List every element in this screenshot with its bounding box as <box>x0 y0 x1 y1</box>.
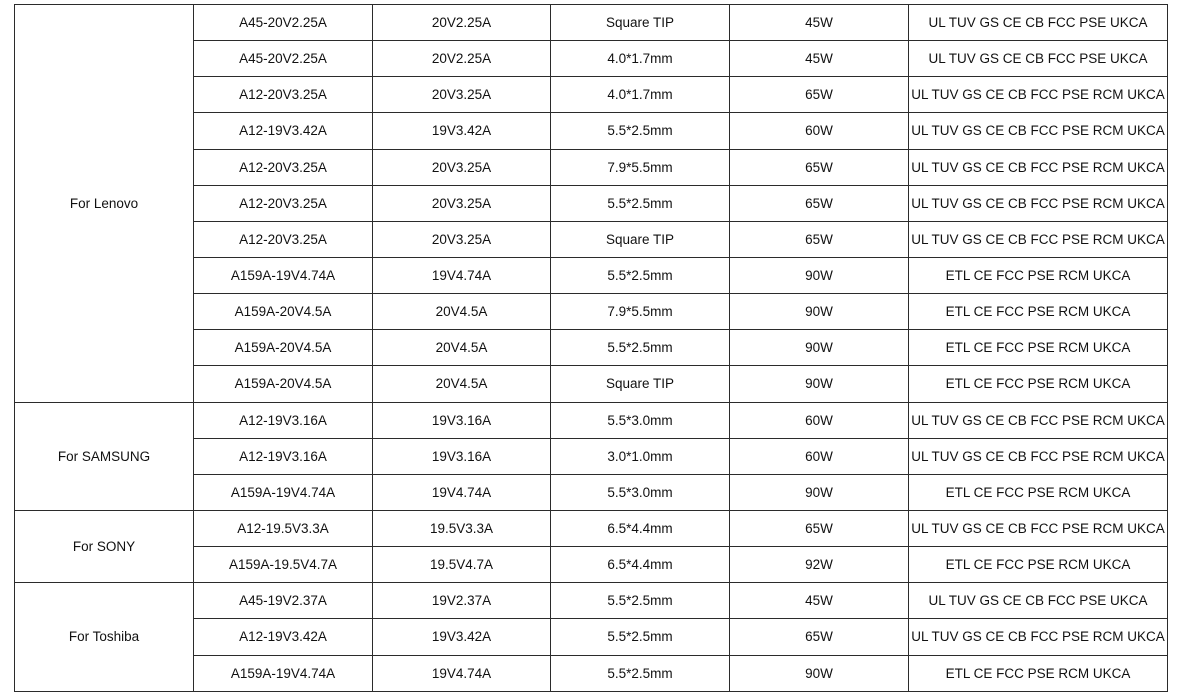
tip-size-cell: 5.5*2.5mm <box>551 257 730 293</box>
output-cell: 20V4.5A <box>373 294 551 330</box>
tip-size-cell: 5.5*3.0mm <box>551 474 730 510</box>
tip-size-cell: 5.5*2.5mm <box>551 330 730 366</box>
output-cell: 19.5V4.7A <box>373 547 551 583</box>
brand-cell: For SONY <box>15 510 194 582</box>
output-cell: 19V3.16A <box>373 438 551 474</box>
model-cell: A12-20V3.25A <box>194 185 373 221</box>
output-cell: 20V4.5A <box>373 366 551 402</box>
certification-cell: ETL CE FCC PSE RCM UKCA <box>909 330 1168 366</box>
certification-cell: ETL CE FCC PSE RCM UKCA <box>909 257 1168 293</box>
model-cell: A159A-19V4.74A <box>194 474 373 510</box>
output-cell: 19V4.74A <box>373 655 551 691</box>
power-cell: 90W <box>730 655 909 691</box>
model-cell: A12-19V3.16A <box>194 402 373 438</box>
tip-size-cell: 5.5*2.5mm <box>551 113 730 149</box>
power-cell: 65W <box>730 510 909 546</box>
output-cell: 20V2.25A <box>373 41 551 77</box>
certification-cell: UL TUV GS CE CB FCC PSE UKCA <box>909 41 1168 77</box>
certification-cell: UL TUV GS CE CB FCC PSE RCM UKCA <box>909 510 1168 546</box>
brand-cell: For SAMSUNG <box>15 402 194 510</box>
tip-size-cell: 5.5*2.5mm <box>551 185 730 221</box>
model-cell: A159A-20V4.5A <box>194 330 373 366</box>
power-cell: 60W <box>730 438 909 474</box>
certification-cell: UL TUV GS CE CB FCC PSE RCM UKCA <box>909 77 1168 113</box>
model-cell: A12-20V3.25A <box>194 221 373 257</box>
certification-cell: UL TUV GS CE CB FCC PSE UKCA <box>909 5 1168 41</box>
output-cell: 20V3.25A <box>373 221 551 257</box>
certification-cell: UL TUV GS CE CB FCC PSE RCM UKCA <box>909 619 1168 655</box>
power-cell: 90W <box>730 257 909 293</box>
output-cell: 19V3.42A <box>373 113 551 149</box>
certification-cell: UL TUV GS CE CB FCC PSE UKCA <box>909 583 1168 619</box>
power-cell: 90W <box>730 294 909 330</box>
model-cell: A12-19.5V3.3A <box>194 510 373 546</box>
tip-size-cell: 6.5*4.4mm <box>551 510 730 546</box>
table-row <box>15 583 1168 619</box>
power-cell: 65W <box>730 221 909 257</box>
tip-size-cell: 5.5*3.0mm <box>551 402 730 438</box>
tip-size-cell: Square TIP <box>551 221 730 257</box>
certification-cell: ETL CE FCC PSE RCM UKCA <box>909 294 1168 330</box>
output-cell: 19V4.74A <box>373 474 551 510</box>
table-row <box>15 510 1168 546</box>
model-cell: A12-19V3.16A <box>194 438 373 474</box>
tip-size-cell: Square TIP <box>551 5 730 41</box>
tip-size-cell: 7.9*5.5mm <box>551 149 730 185</box>
brand-cell: For Toshiba <box>15 583 194 691</box>
output-cell: 19V3.16A <box>373 402 551 438</box>
tip-size-cell: Square TIP <box>551 366 730 402</box>
tip-size-cell: 3.0*1.0mm <box>551 438 730 474</box>
certification-cell: ETL CE FCC PSE RCM UKCA <box>909 366 1168 402</box>
power-cell: 45W <box>730 583 909 619</box>
output-cell: 19V3.42A <box>373 619 551 655</box>
output-cell: 19V2.37A <box>373 583 551 619</box>
brand-cell: For Lenovo <box>15 5 194 403</box>
spec-table-body <box>15 5 1168 692</box>
table-row <box>15 402 1168 438</box>
certification-cell: UL TUV GS CE CB FCC PSE RCM UKCA <box>909 185 1168 221</box>
model-cell: A159A-20V4.5A <box>194 294 373 330</box>
model-cell: A45-20V2.25A <box>194 5 373 41</box>
model-cell: A159A-19V4.74A <box>194 655 373 691</box>
output-cell: 20V3.25A <box>373 185 551 221</box>
power-cell: 90W <box>730 330 909 366</box>
output-cell: 20V3.25A <box>373 149 551 185</box>
power-cell: 65W <box>730 77 909 113</box>
tip-size-cell: 7.9*5.5mm <box>551 294 730 330</box>
power-cell: 92W <box>730 547 909 583</box>
power-cell: 65W <box>730 185 909 221</box>
model-cell: A159A-19V4.74A <box>194 257 373 293</box>
output-cell: 19V4.74A <box>373 257 551 293</box>
model-cell: A12-19V3.42A <box>194 113 373 149</box>
tip-size-cell: 6.5*4.4mm <box>551 547 730 583</box>
table-row <box>15 5 1168 41</box>
output-cell: 19.5V3.3A <box>373 510 551 546</box>
model-cell: A45-20V2.25A <box>194 41 373 77</box>
model-cell: A159A-20V4.5A <box>194 366 373 402</box>
output-cell: 20V3.25A <box>373 77 551 113</box>
model-cell: A12-20V3.25A <box>194 149 373 185</box>
tip-size-cell: 5.5*2.5mm <box>551 619 730 655</box>
tip-size-cell: 4.0*1.7mm <box>551 41 730 77</box>
certification-cell: ETL CE FCC PSE RCM UKCA <box>909 474 1168 510</box>
certification-cell: UL TUV GS CE CB FCC PSE RCM UKCA <box>909 438 1168 474</box>
power-cell: 60W <box>730 402 909 438</box>
certification-cell: ETL CE FCC PSE RCM UKCA <box>909 547 1168 583</box>
power-cell: 45W <box>730 5 909 41</box>
power-cell: 65W <box>730 149 909 185</box>
model-cell: A159A-19.5V4.7A <box>194 547 373 583</box>
certification-cell: ETL CE FCC PSE RCM UKCA <box>909 655 1168 691</box>
output-cell: 20V2.25A <box>373 5 551 41</box>
tip-size-cell: 5.5*2.5mm <box>551 655 730 691</box>
model-cell: A12-19V3.42A <box>194 619 373 655</box>
certification-cell: UL TUV GS CE CB FCC PSE RCM UKCA <box>909 221 1168 257</box>
power-cell: 65W <box>730 619 909 655</box>
tip-size-cell: 4.0*1.7mm <box>551 77 730 113</box>
tip-size-cell: 5.5*2.5mm <box>551 583 730 619</box>
certification-cell: UL TUV GS CE CB FCC PSE RCM UKCA <box>909 149 1168 185</box>
certification-cell: UL TUV GS CE CB FCC PSE RCM UKCA <box>909 113 1168 149</box>
power-cell: 60W <box>730 113 909 149</box>
power-cell: 90W <box>730 366 909 402</box>
adapter-spec-table <box>14 4 1168 692</box>
model-cell: A45-19V2.37A <box>194 583 373 619</box>
model-cell: A12-20V3.25A <box>194 77 373 113</box>
certification-cell: UL TUV GS CE CB FCC PSE RCM UKCA <box>909 402 1168 438</box>
output-cell: 20V4.5A <box>373 330 551 366</box>
power-cell: 45W <box>730 41 909 77</box>
power-cell: 90W <box>730 474 909 510</box>
